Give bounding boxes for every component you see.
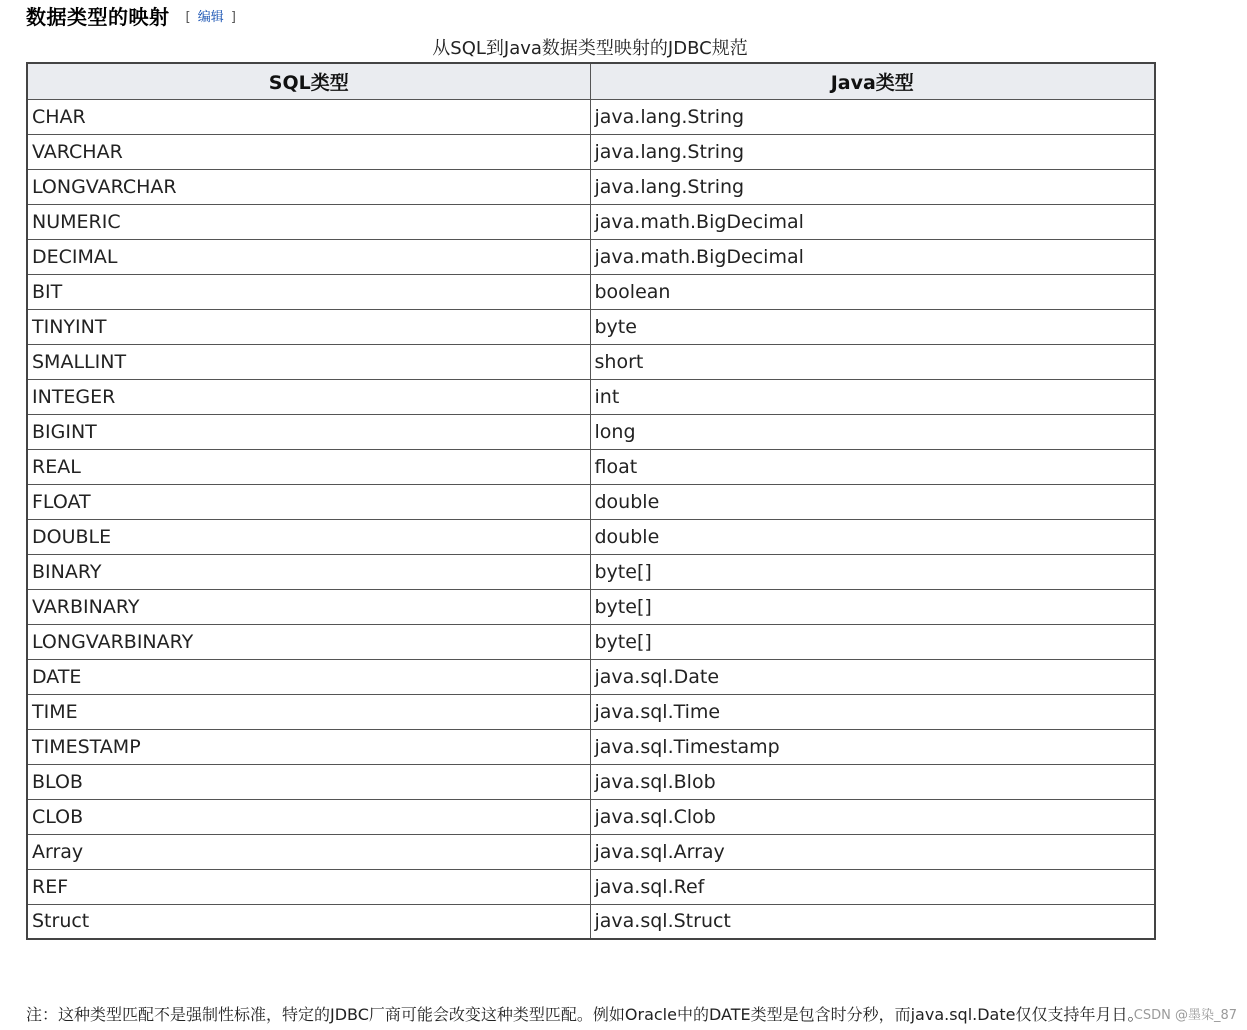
sql-type-cell: CHAR — [27, 99, 590, 134]
watermark: CSDN @墨染_87 — [1133, 1008, 1237, 1023]
table-row — [27, 729, 1155, 764]
java-type-cell: java.sql.Array — [590, 834, 1155, 869]
java-type-cell: java.math.BigDecimal — [590, 239, 1155, 274]
sql-type-cell: DOUBLE — [27, 519, 590, 554]
sql-type-cell: LONGVARBINARY — [27, 624, 590, 659]
table-row — [27, 169, 1155, 204]
table-row — [27, 799, 1155, 834]
sql-type-cell: CLOB — [27, 799, 590, 834]
sql-type-cell: NUMERIC — [27, 204, 590, 239]
table-row — [27, 239, 1155, 274]
edit-link-label[interactable]: 编辑 — [197, 9, 224, 25]
edit-bracket-close: ] — [230, 9, 236, 25]
section-title: 数据类型的映射 — [26, 4, 170, 29]
table-row — [27, 764, 1155, 799]
table-row — [27, 484, 1155, 519]
table-row — [27, 204, 1155, 239]
table-row — [27, 694, 1155, 729]
java-type-cell: java.sql.Timestamp — [590, 729, 1155, 764]
header-sql-type: SQL类型 — [27, 63, 590, 99]
edit-bracket-open: [ — [185, 9, 191, 25]
sql-type-cell: TIMESTAMP — [27, 729, 590, 764]
footnote: 注：这种类型匹配不是强制性标准，特定的JDBC厂商可能会改变这种类型匹配。例如Oracle中的DATE类型是包含时分秒，而java.sql.Date仅仅支持年月日。 — [26, 1005, 1144, 1024]
java-type-cell: java.sql.Date — [590, 659, 1155, 694]
java-type-cell: java.lang.String — [590, 99, 1155, 134]
java-type-cell: java.lang.String — [590, 134, 1155, 169]
sql-type-cell: VARCHAR — [27, 134, 590, 169]
java-type-cell: java.sql.Ref — [590, 869, 1155, 904]
sql-type-cell: REF — [27, 869, 590, 904]
table-caption: 从SQL到Java数据类型映射的JDBC规范 — [432, 38, 748, 59]
table-row — [27, 274, 1155, 309]
java-type-cell: int — [590, 379, 1155, 414]
java-type-cell: short — [590, 344, 1155, 379]
java-type-cell: java.sql.Blob — [590, 764, 1155, 799]
table-row — [27, 519, 1155, 554]
header-java-type: Java类型 — [590, 63, 1155, 99]
table-row — [27, 449, 1155, 484]
table-row — [27, 99, 1155, 134]
table-row — [27, 379, 1155, 414]
sql-type-cell: BINARY — [27, 554, 590, 589]
sql-type-cell: VARBINARY — [27, 589, 590, 624]
sql-type-cell: TINYINT — [27, 309, 590, 344]
sql-type-cell: BIGINT — [27, 414, 590, 449]
table-row — [27, 589, 1155, 624]
java-type-cell: byte — [590, 309, 1155, 344]
java-type-cell: byte[] — [590, 554, 1155, 589]
java-type-cell: long — [590, 414, 1155, 449]
java-type-cell: double — [590, 484, 1155, 519]
sql-type-cell: FLOAT — [27, 484, 590, 519]
table-row — [27, 834, 1155, 869]
table-row — [27, 554, 1155, 589]
table-row — [27, 659, 1155, 694]
sql-type-cell: DECIMAL — [27, 239, 590, 274]
table-row — [27, 869, 1155, 904]
java-type-cell: double — [590, 519, 1155, 554]
sql-type-cell: Struct — [27, 904, 590, 939]
sql-type-cell: BIT — [27, 274, 590, 309]
java-type-cell: byte[] — [590, 589, 1155, 624]
java-type-cell: java.lang.String — [590, 169, 1155, 204]
java-type-cell: java.sql.Clob — [590, 799, 1155, 834]
sql-type-cell: Array — [27, 834, 590, 869]
table-row — [27, 414, 1155, 449]
sql-type-cell: LONGVARCHAR — [27, 169, 590, 204]
sql-type-cell: REAL — [27, 449, 590, 484]
table-body — [27, 99, 1155, 939]
java-type-cell: byte[] — [590, 624, 1155, 659]
sql-type-cell: SMALLINT — [27, 344, 590, 379]
type-mapping-table — [26, 62, 1156, 940]
table-row — [27, 344, 1155, 379]
java-type-cell: java.sql.Struct — [590, 904, 1155, 939]
table-row — [27, 134, 1155, 169]
sql-type-cell: BLOB — [27, 764, 590, 799]
edit-link[interactable] — [186, 6, 236, 25]
java-type-cell: float — [590, 449, 1155, 484]
sql-type-cell: DATE — [27, 659, 590, 694]
table-row — [27, 624, 1155, 659]
sql-type-cell: TIME — [27, 694, 590, 729]
table-row — [27, 309, 1155, 344]
table-row — [27, 904, 1155, 939]
java-type-cell: java.sql.Time — [590, 694, 1155, 729]
section-heading — [26, 0, 236, 30]
java-type-cell: java.math.BigDecimal — [590, 204, 1155, 239]
table-header-row — [27, 63, 1155, 99]
java-type-cell: boolean — [590, 274, 1155, 309]
sql-type-cell: INTEGER — [27, 379, 590, 414]
